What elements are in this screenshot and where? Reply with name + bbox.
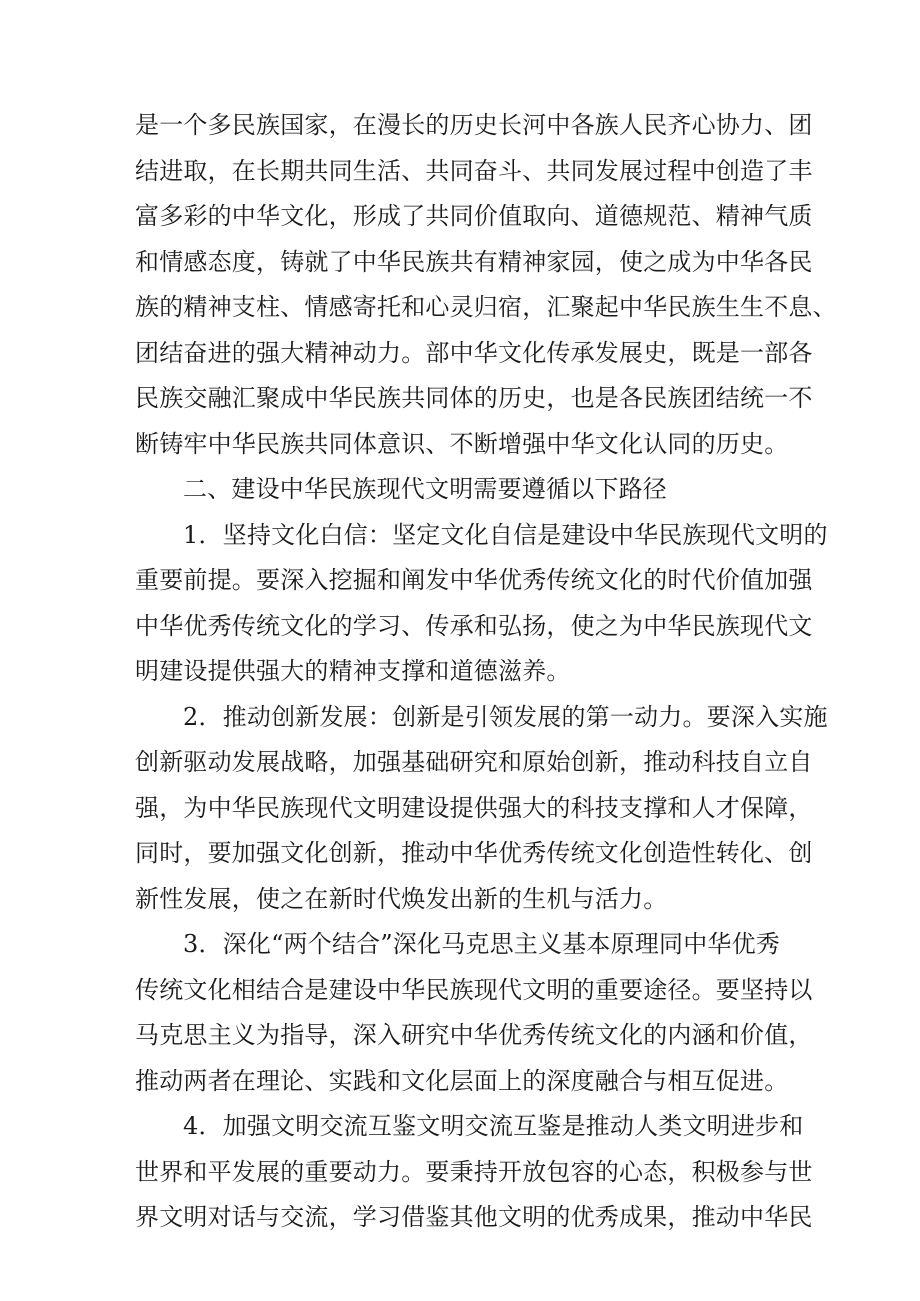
paragraph-first-line: 4．加强文明交流互鉴文明交流互鉴是推动人类文明进步和 bbox=[183, 1112, 804, 1140]
text-line: 强，为中华民族现代文明建设提供强大的科技支撑和人才保障， bbox=[135, 793, 813, 822]
body-text bbox=[135, 103, 837, 1241]
text-line: 重要前提。要深入挖掘和阐发中华优秀传统文化的时代价值加强 bbox=[135, 566, 813, 594]
section-heading: 二、建设中华民族现代文明需要遵循以下路径 bbox=[183, 475, 667, 503]
text-line: 马克思主义为指导，深入研究中华优秀传统文化的内涵和价值， bbox=[135, 1021, 813, 1049]
text-line: 同时，要加强文化创新，推动中华优秀传统文化创造性转化、创 bbox=[135, 839, 813, 867]
text-line: 断铸牢中华民族共同体意识、不断增强中华文化认同的历史。 bbox=[135, 429, 789, 458]
text-line: 推动两者在理论、实践和文化层面上的深度融合与相互促进。 bbox=[135, 1066, 789, 1095]
text-line: 中华优秀传统文化的学习、传承和弘扬，使之为中华民族现代文 bbox=[135, 611, 813, 640]
text-line: 是一个多民族国家，在漫长的历史长河中各族人民齐心协力、团 bbox=[135, 111, 813, 139]
paragraph-first-line: 3．深化“两个结合”深化马克思主义基本原理同中华优秀 bbox=[183, 930, 781, 958]
text-line: 界文明对话与交流，学习借鉴其他文明的优秀成果，推动中华民 bbox=[135, 1203, 813, 1231]
text-line: 创新驱动发展战略，加强基础研究和原始创新，推动科技自立自 bbox=[135, 748, 813, 776]
text-line: 世界和平发展的重要动力。要秉持开放包容的心态，积极参与世 bbox=[135, 1157, 813, 1186]
text-line: 结进取，在长期共同生活、共同奋斗、共同发展过程中创造了丰 bbox=[135, 156, 813, 185]
paragraph-first-line: 1．坚持文化白信：坚定文化自信是建设中华民族现代文明的 bbox=[183, 520, 828, 549]
text-line: 民族交融汇聚成中华民族共同体的历史，也是各民族团结统一不 bbox=[135, 384, 813, 412]
text-line: 传统文化相结合是建设中华民族现代文明的重要途径。要坚持以 bbox=[135, 975, 813, 1004]
text-line: 和情感态度，铸就了中华民族共有精神家园，使之成为中华各民 bbox=[135, 247, 813, 276]
paragraph-first-line: 2．推动创新发展：创新是引领发展的第一动力。要深入实施 bbox=[183, 702, 828, 731]
text-line: 团结奋进的强大精神动力。部中华文化传承发展史，既是一部各 bbox=[135, 338, 813, 367]
text-line: 富多彩的中华文化，形成了共同价值取向、道德规范、精神气质 bbox=[135, 202, 813, 230]
text-line: 明建设提供强大的精神支撑和道德滋养。 bbox=[135, 657, 571, 685]
text-line: 新性发展，使之在新时代焕发出新的生机与活力。 bbox=[135, 884, 668, 913]
text-line: 族的精神支柱、情感寄托和心灵归宿，汇聚起中华民族生生不息、 bbox=[135, 293, 837, 321]
